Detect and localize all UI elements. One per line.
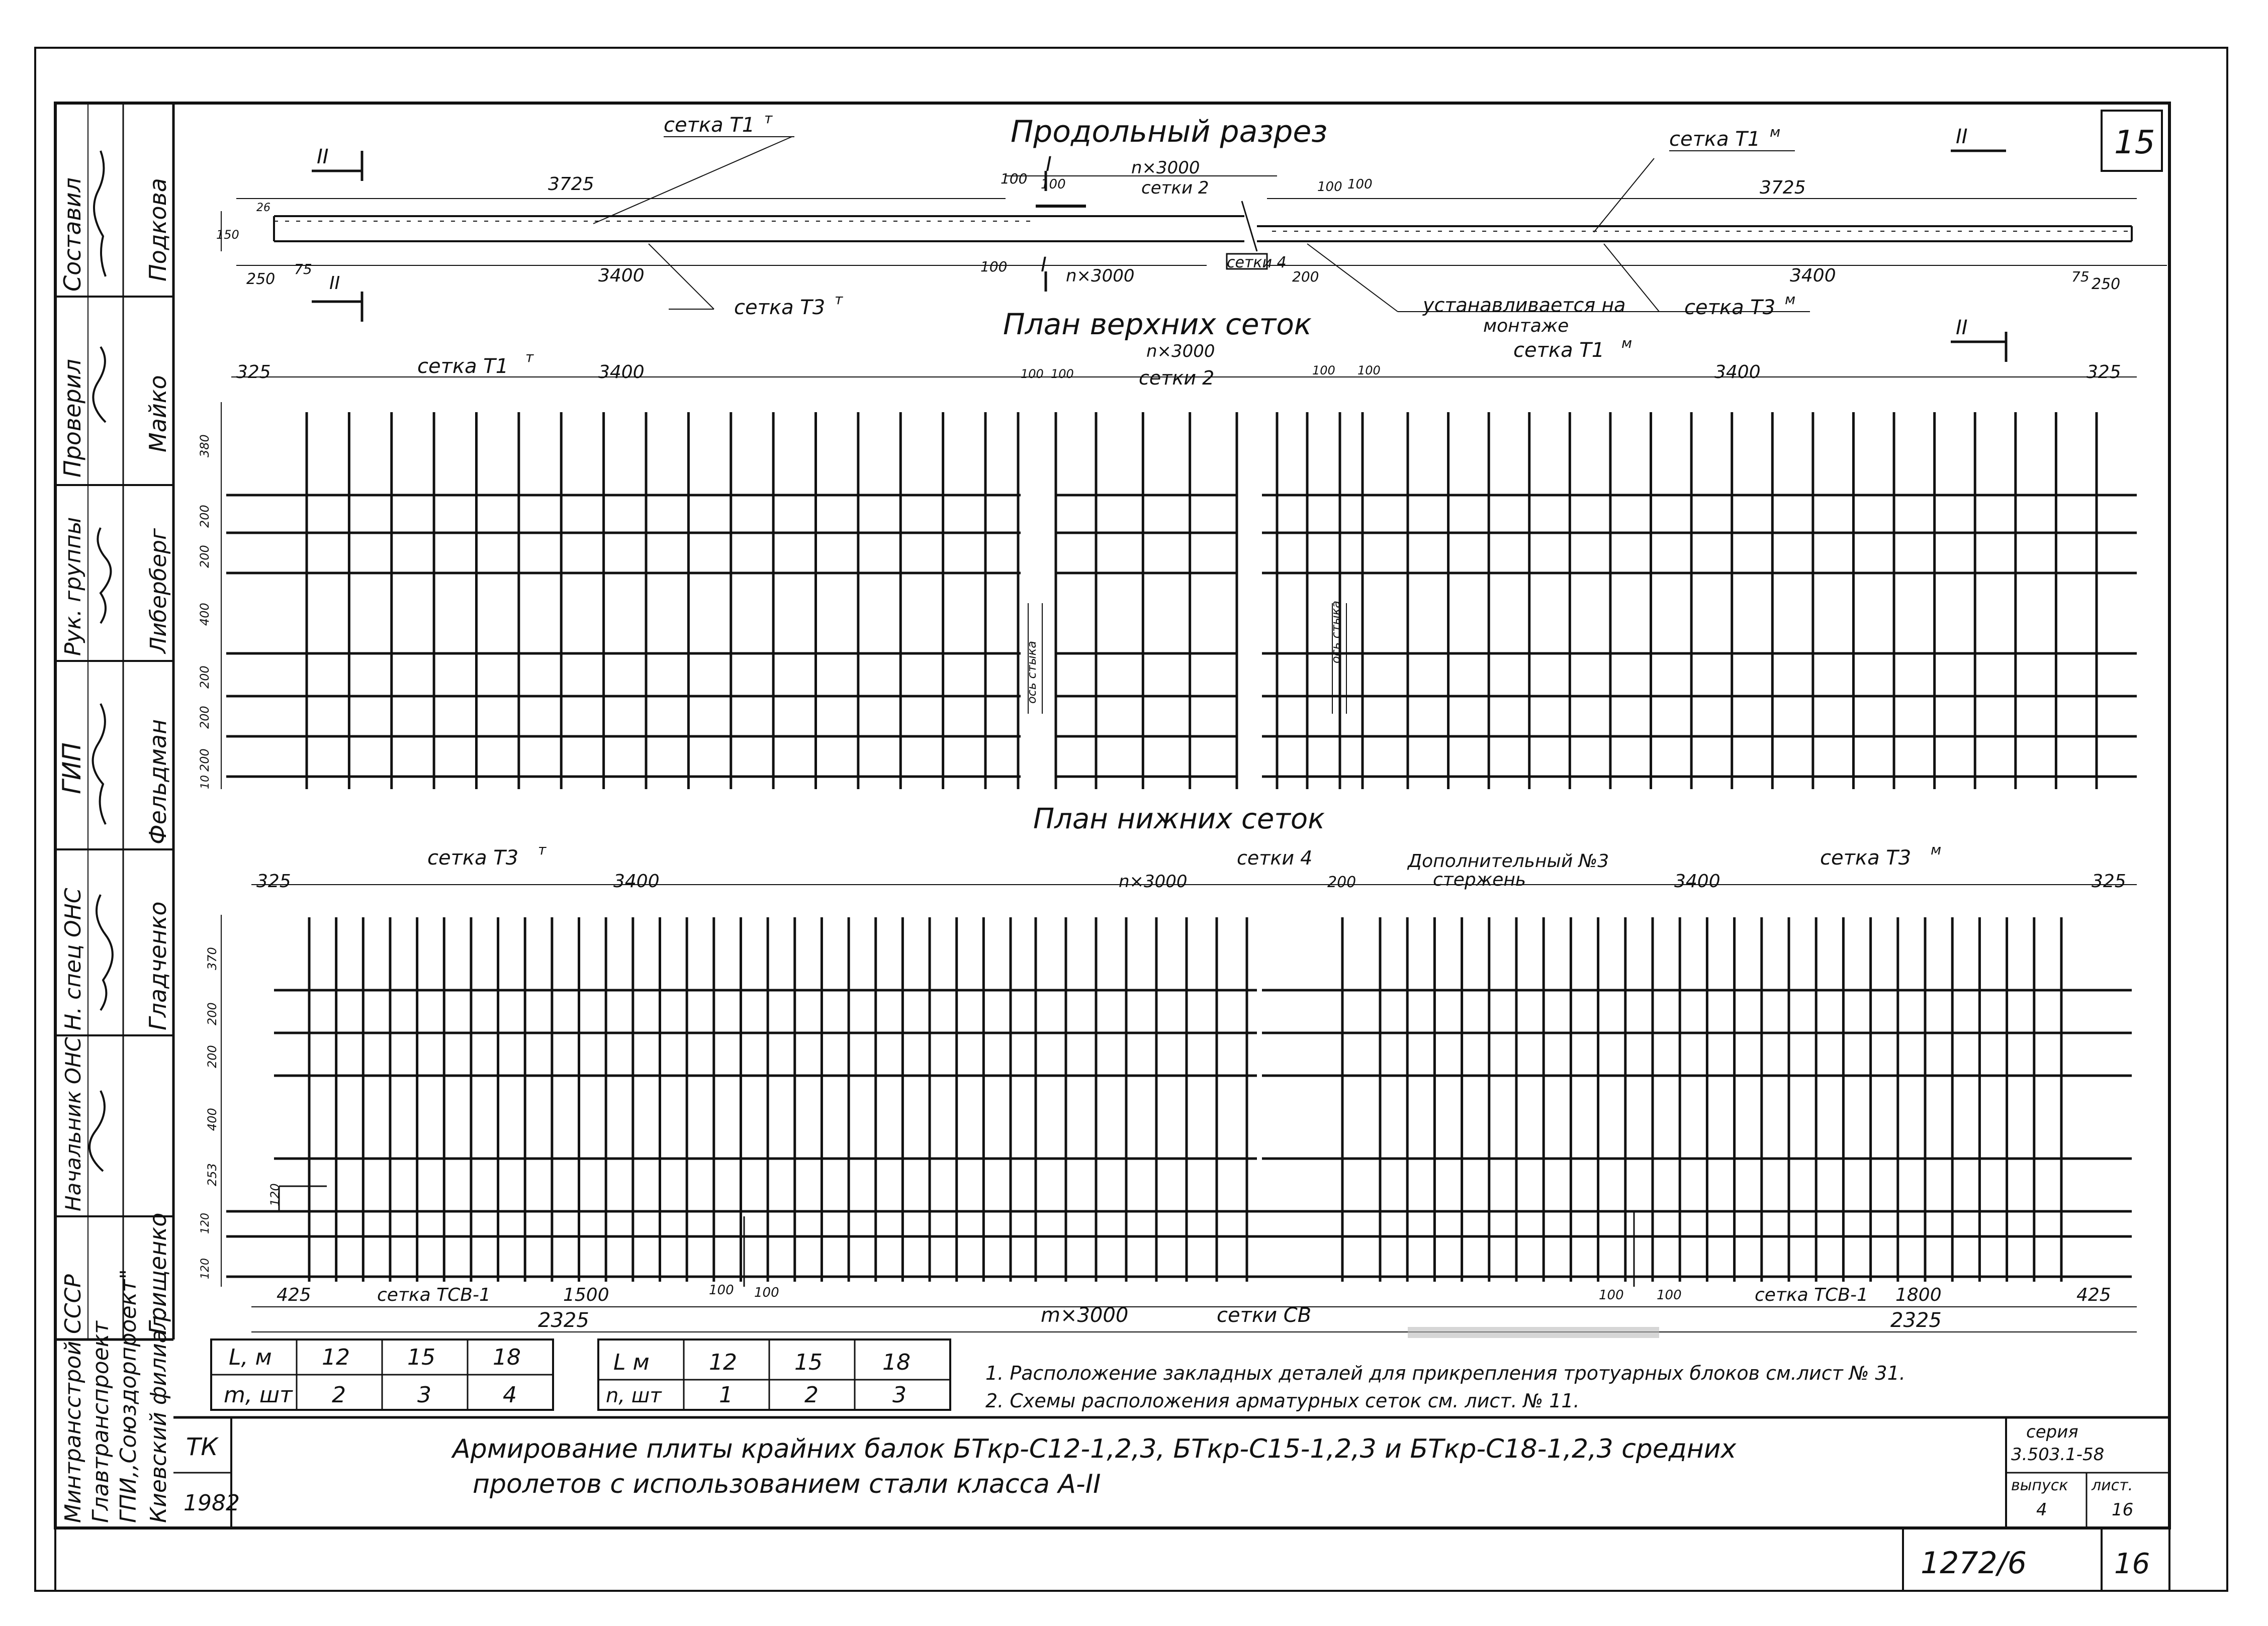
svg-text:200: 200 [198, 545, 212, 568]
signature-roles [57, 177, 171, 1334]
note-1: 1. Расположение закладных деталей для прикрепления тротуарных блоков см.лист № 31. [985, 1362, 1906, 1384]
svg-text:3400: 3400 [1714, 362, 1761, 382]
svg-text:2: 2 [804, 1382, 819, 1408]
signature-1 [94, 151, 106, 276]
issue-value: 4 [2036, 1500, 2047, 1520]
svg-text:n, шт: n, шт [606, 1384, 662, 1407]
svg-text:400: 400 [205, 1108, 219, 1131]
svg-text:3400: 3400 [598, 265, 645, 286]
svg-text:325: 325 [2086, 362, 2121, 382]
svg-text:150: 150 [216, 228, 239, 242]
svg-text:100: 100 [1021, 367, 1044, 381]
role-head: Начальник ОНС [61, 1037, 85, 1211]
svg-text:200: 200 [198, 665, 212, 689]
name-gip: Фельдман [144, 719, 171, 844]
role-gip: ГИП [57, 742, 86, 794]
svg-text:3725: 3725 [548, 174, 594, 195]
svg-text:325: 325 [236, 362, 271, 382]
svg-text:сетка Т3: сетка Т3 [427, 846, 519, 870]
svg-text:425: 425 [2076, 1285, 2111, 1305]
svg-text:100: 100 [1317, 179, 1342, 195]
title-description-1: Армирование плиты крайних балок БТкр-С12-1,2,3, БТкр-С15-1,2,3 и БТкр-С18-1,2,3 средних [452, 1434, 1737, 1464]
svg-text:100: 100 [1657, 1288, 1682, 1303]
top-plan-title: План верхних сеток [1003, 307, 1312, 341]
svg-text:18: 18 [493, 1345, 521, 1370]
signature-2 [93, 347, 106, 422]
svg-text:m×3000: m×3000 [1041, 1304, 1129, 1327]
name-checked: Майко [144, 375, 171, 452]
notes [985, 1327, 1906, 1412]
svg-text:L м: L м [613, 1350, 650, 1375]
svg-text:200: 200 [1327, 874, 1356, 891]
svg-text:200: 200 [1292, 268, 1319, 285]
svg-text:n×3000: n×3000 [1066, 266, 1135, 286]
name-composed: Подкова [144, 178, 171, 281]
svg-text:12: 12 [322, 1345, 350, 1370]
svg-text:стержень: стержень [1433, 870, 1526, 890]
svg-text:т: т [538, 841, 547, 858]
title-code: ТК [186, 1433, 218, 1461]
table-n-count [598, 1340, 950, 1410]
svg-text:м: м [1785, 291, 1796, 308]
signature-6 [89, 1091, 105, 1171]
svg-text:т: т [835, 291, 843, 308]
archive-number: 1272/6 [1921, 1546, 2027, 1581]
page-number: 15 [2114, 124, 2155, 161]
svg-text:2: 2 [332, 1382, 346, 1408]
svg-text:м: м [1931, 841, 1942, 858]
svg-text:75: 75 [2071, 268, 2090, 285]
svg-text:L, м: L, м [229, 1345, 272, 1370]
svg-text:устанавливается на: устанавливается на [1423, 294, 1626, 316]
role-group-lead: Рук. группы [60, 517, 86, 656]
svg-text:I: I [1041, 253, 1047, 276]
svg-text:n×3000: n×3000 [1119, 872, 1188, 892]
svg-text:1800: 1800 [1895, 1285, 1942, 1305]
title-description-2: пролетов с использованием стали класса А-II [473, 1469, 1101, 1499]
svg-text:ось стыка: ось стыка [1329, 601, 1343, 663]
table-m-count [211, 1340, 553, 1410]
svg-text:м: м [1770, 124, 1781, 140]
svg-text:сетки 2: сетки 2 [1141, 178, 1209, 198]
bottom-plan-title: План нижних сеток [1033, 803, 1325, 835]
sheet-value: 16 [2112, 1500, 2134, 1520]
svg-text:ось стыка: ось стыка [1025, 641, 1039, 704]
svg-text:n×3000: n×3000 [1131, 158, 1200, 178]
svg-text:сетка Т1: сетка Т1 [664, 114, 755, 137]
svg-text:26: 26 [256, 202, 270, 214]
svg-text:425: 425 [277, 1285, 311, 1305]
series-label: серия [2026, 1422, 2078, 1442]
signature-5 [97, 895, 113, 1010]
series-value: 3.503.1-58 [2011, 1445, 2105, 1465]
svg-text:ГПИ,,Союздорпроект": ГПИ,,Союздорпроект" [116, 1269, 141, 1523]
svg-text:18: 18 [882, 1350, 911, 1375]
svg-text:сетка Т3: сетка Т3 [1820, 846, 1912, 870]
svg-text:250: 250 [246, 270, 276, 288]
svg-text:m, шт: m, шт [224, 1382, 293, 1408]
svg-text:сетка ТСВ-1: сетка ТСВ-1 [377, 1285, 491, 1305]
section-title: Продольный разрез [1011, 114, 1328, 149]
svg-text:100: 100 [754, 1285, 779, 1300]
svg-text:2325: 2325 [538, 1309, 589, 1332]
issue-label: выпуск [2011, 1477, 2068, 1494]
svg-text:3400: 3400 [1674, 871, 1720, 892]
svg-text:II: II [329, 273, 340, 294]
svg-text:1500: 1500 [563, 1285, 609, 1305]
svg-text:4: 4 [503, 1382, 517, 1408]
svg-text:100: 100 [1041, 177, 1066, 192]
svg-text:II: II [1956, 316, 1968, 339]
svg-text:сетка ТСВ-1: сетка ТСВ-1 [1755, 1285, 1868, 1305]
svg-text:II: II [317, 145, 329, 168]
sheet-label: лист. [2092, 1477, 2133, 1494]
svg-text:сетки 2: сетки 2 [1139, 367, 1215, 389]
svg-text:3400: 3400 [598, 362, 645, 382]
signature-4 [93, 704, 106, 824]
svg-text:сетки 4: сетки 4 [1237, 847, 1313, 869]
svg-text:250: 250 [2092, 275, 2121, 293]
svg-text:100: 100 [1347, 177, 1373, 192]
svg-text:200: 200 [205, 1045, 219, 1068]
svg-text:400: 400 [198, 603, 212, 626]
note-2: 2. Схемы расположения арматурных сеток см. лист. № 11. [985, 1390, 1580, 1412]
svg-text:380: 380 [198, 434, 212, 457]
svg-text:3400: 3400 [1790, 265, 1836, 286]
svg-text:3400: 3400 [613, 871, 660, 892]
svg-text:100: 100 [1312, 363, 1335, 377]
svg-text:Киевский филиал.: Киевский филиал. [146, 1308, 171, 1523]
svg-text:100: 100 [1001, 170, 1028, 187]
svg-text:Минтрансстрой СССР: Минтрансстрой СССР [60, 1274, 86, 1523]
svg-text:сетка Т1: сетка Т1 [417, 355, 509, 378]
svg-text:253: 253 [205, 1163, 219, 1186]
svg-text:100: 100 [709, 1283, 734, 1298]
svg-text:сетка Т1: сетка Т1 [1513, 339, 1605, 362]
svg-text:Дополнительный №3: Дополнительный №3 [1408, 851, 1609, 872]
svg-text:370: 370 [205, 947, 219, 970]
role-composed: Составил [59, 177, 86, 292]
svg-text:200: 200 [198, 706, 212, 729]
svg-text:сетки СВ: сетки СВ [1217, 1304, 1312, 1327]
name-head: Грищенко [144, 1212, 171, 1334]
svg-text:I: I [1046, 153, 1052, 176]
top-mesh-plan [221, 377, 2137, 789]
svg-text:3725: 3725 [1760, 177, 1806, 198]
svg-text:120: 120 [199, 1213, 212, 1234]
svg-text:15: 15 [407, 1345, 435, 1370]
svg-text:3: 3 [417, 1382, 431, 1408]
title-block [55, 1417, 2169, 1581]
signature-3 [98, 528, 111, 623]
svg-text:сетка Т3: сетка Т3 [1684, 296, 1776, 319]
svg-text:100: 100 [1357, 363, 1381, 377]
svg-text:100: 100 [980, 258, 1008, 275]
svg-text:3: 3 [892, 1382, 906, 1408]
name-group-lead: Либерберг [146, 528, 171, 653]
bottom-plan-labels [199, 841, 2126, 1332]
svg-text:12: 12 [709, 1350, 737, 1375]
name-n-spec: Гладченко [144, 901, 171, 1030]
svg-text:Главтранспроект: Главтранспроект [88, 1321, 114, 1523]
svg-text:75: 75 [294, 261, 312, 277]
svg-text:120: 120 [268, 1183, 282, 1206]
svg-text:325: 325 [256, 871, 291, 892]
svg-text:сетка Т3: сетка Т3 [734, 296, 826, 319]
svg-text:т: т [764, 110, 773, 127]
svg-text:сетка Т1: сетка Т1 [1669, 128, 1761, 151]
title-year: 1982 [184, 1490, 240, 1516]
role-checked: Проверил [59, 359, 86, 477]
svg-text:монтаже: монтаже [1483, 316, 1569, 336]
svg-text:120: 120 [199, 1258, 212, 1279]
svg-text:325: 325 [2092, 871, 2126, 892]
svg-text:1: 1 [719, 1382, 733, 1408]
svg-text:200: 200 [205, 1002, 219, 1025]
svg-text:сетки 4: сетки 4 [1227, 254, 1287, 271]
svg-text:15: 15 [794, 1350, 823, 1375]
svg-text:II: II [1956, 125, 1968, 148]
bottom-mesh-plan [221, 885, 2137, 1332]
top-plan-labels [198, 335, 2121, 789]
svg-text:200: 200 [198, 505, 212, 528]
svg-text:100: 100 [1051, 367, 1074, 381]
archive-sheet: 16 [2114, 1548, 2150, 1580]
svg-text:т: т [525, 349, 534, 365]
svg-text:10: 10 [199, 775, 212, 789]
svg-text:100: 100 [1599, 1288, 1624, 1303]
svg-text:2325: 2325 [1890, 1309, 1942, 1332]
svg-text:м: м [1621, 335, 1632, 351]
svg-text:n×3000: n×3000 [1146, 341, 1215, 361]
role-n-spec: Н. спец ОНС [60, 888, 86, 1030]
svg-text:200: 200 [198, 748, 212, 772]
